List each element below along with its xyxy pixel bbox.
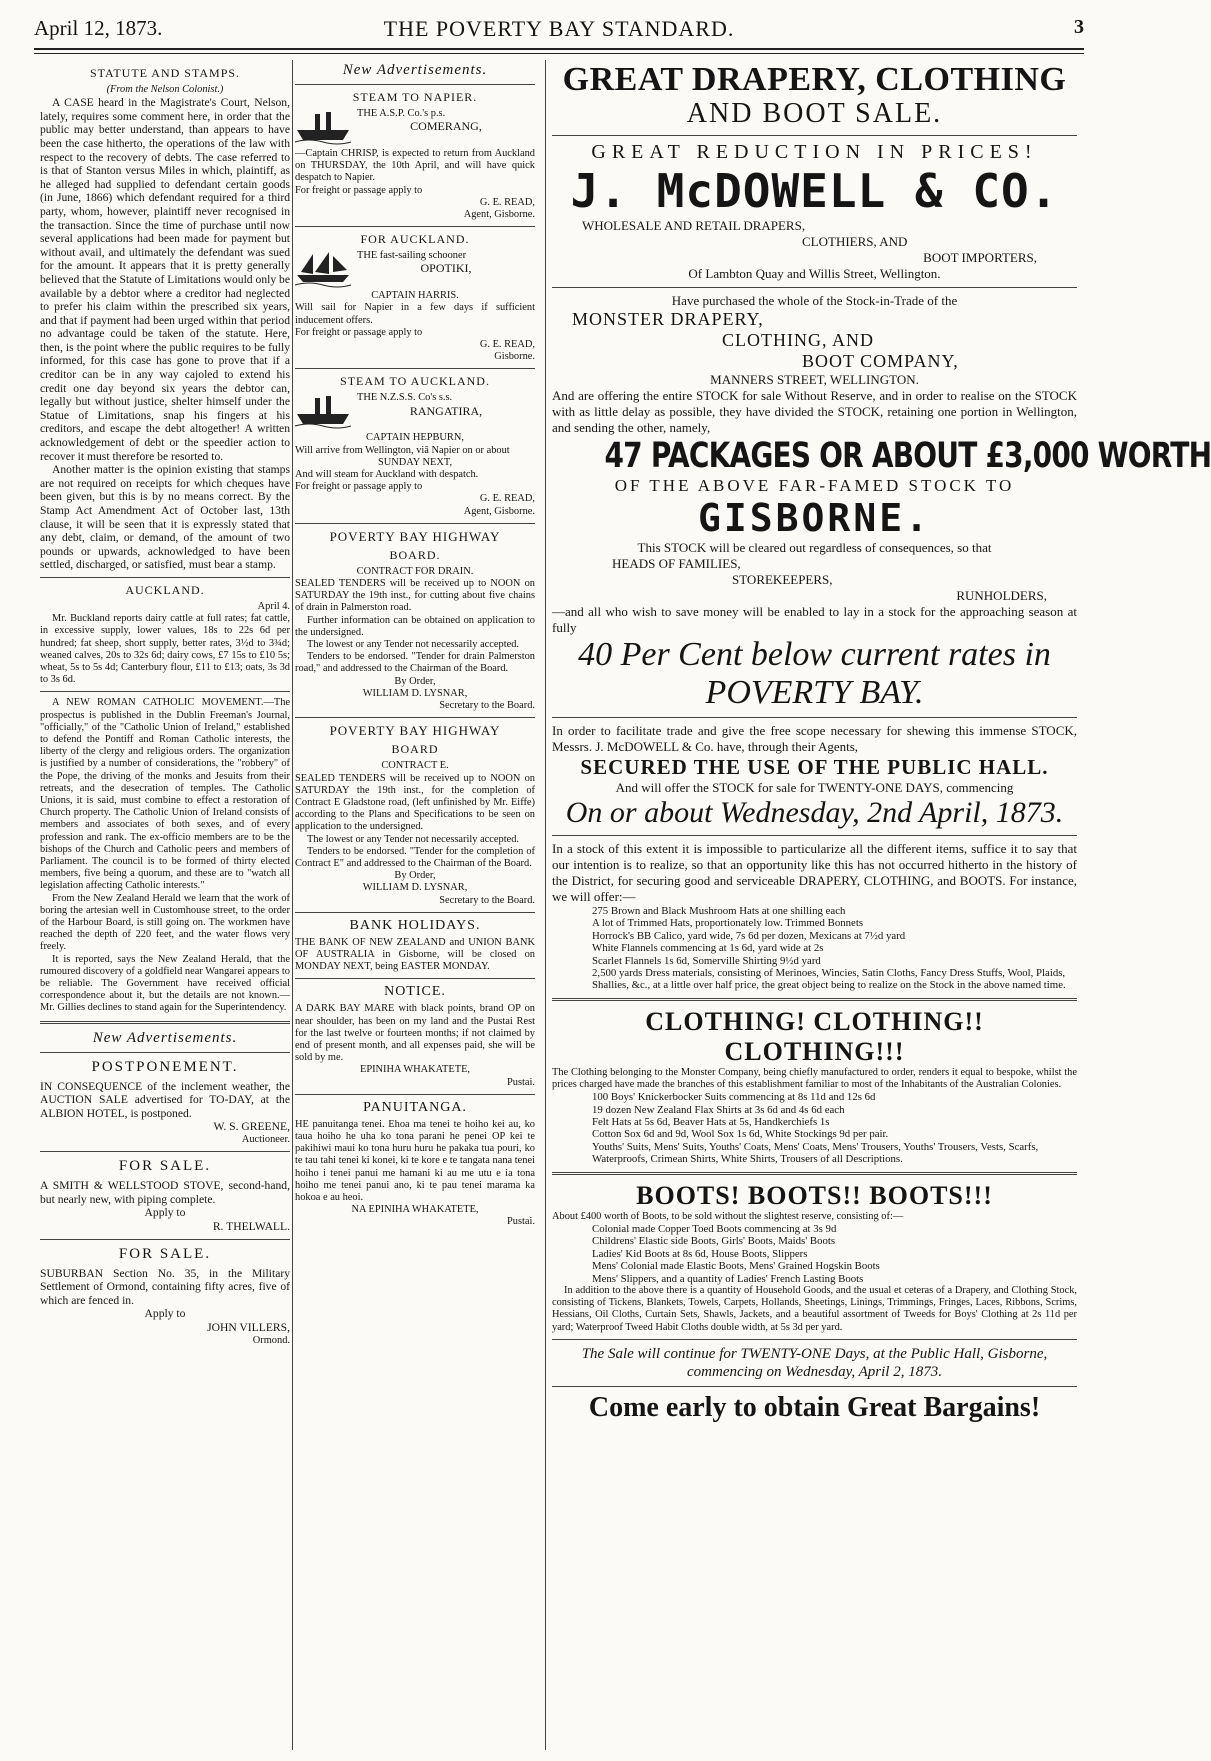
divider [552,287,1077,288]
ad-text: Tenders to be endorsed. "Tender for drain Palmerston road," and addressed to the Chairman of the Board. [295,651,535,675]
item-list [552,1091,1077,1165]
divider [295,1094,535,1095]
ad-heading: POVERTY BAY HIGHWAY [329,528,501,544]
divider [40,1052,290,1053]
ad-signature: W. S. GREENE, [213,1120,290,1134]
list-item: Mens' Colonial made Elastic Boots, Mens' Grained Hogskin Boots [592,1260,880,1273]
list-item: Felt Hats at 5s 6d, Beaver Hats at 5s, Handkerchiefs 1s [592,1116,830,1129]
ad-text: SEALED TENDERS will be received up to NOON on SATURDAY the 19th inst., for the completion of Contract E Gladstone road, (left unfinished by Mr. Eiffe) according to the Plans and Specifications to be seen on application to the undersigned. [295,772,535,833]
list-item: 100 Boys' Knickerbocker Suits commencing at 8s 11d and 12s 6d [592,1091,876,1104]
divider [552,717,1077,718]
ad-captain: CAPTAIN HEPBURN, [366,432,464,444]
company-line: CLOTHING, AND [722,330,874,350]
steamship-icon [295,108,351,146]
list-item: Ladies' Kid Boots at 8s 6d, House Boots, Slippers [592,1247,808,1260]
section-title: New Advertisements. [342,62,488,78]
column-1 [40,62,290,1752]
ad-subheading: CONTRACT FOR DRAIN. [356,565,474,577]
ad-captain: CAPTAIN HARRIS. [371,290,459,302]
ad-text: The lowest or any Tender not necessarily accepted. [307,639,520,651]
ad-text: Further information can be obtained on application to the undersigned. [295,614,535,638]
ad-headline: 40 Per Cent below current rates in [578,636,1051,673]
article-paragraph: Mr. Buckland reports dairy cattle at full rates; fat cattle, in excessive supply, lower values, 18s to 22s 6d per hundred; fat sheep, short supply, better rates, 3½d to 3¾d; weaned calves, 20s to 32s 6d; dairy cows, £7 15s to £10 5s; wheat, 5s to 5s 4d; Canterbury flour, £11 to £13; oats, 3s 3d to 3s 6d. [40,613,290,686]
ad-headline: GREAT DRAPERY, CLOTHING [562,61,1067,98]
section-title: New Advertisements. [92,1029,238,1046]
ad-signature: R. THELWALL. [212,1220,290,1234]
divider [295,523,535,524]
ad-text: SEALED TENDERS will be received up to NOON on SATURDAY the 19th inst., for cutting about five chains of drain in Palmerston road. [295,578,535,614]
column-2 [295,62,535,1752]
ad-heading: FOR AUCKLAND. [360,232,470,247]
ad-headline: GISBORNE. [698,496,931,540]
page-number: 3 [1074,16,1084,38]
list-item: Horrock's BB Calico, yard wide, 7s 6d per dozen, Mexicans at 7½d yard [592,929,906,942]
steamship-icon [295,392,351,430]
article-paragraph: Another matter is the opinion existing that stamps are not required on receipts for which cheques have been given, but this is by no means correct. By the Stamp Act Amendment Act of October last, 13th clause, it will be seen that it is expressly stated that any debt, claim, or demand, of the amount of two pounds or upwards, acknowledged to have been settled, discharged, or satisfied, must bear a stamp. [40,463,290,572]
divider [40,577,290,578]
divider [552,135,1077,136]
ad-text: THE BANK OF NEW ZEALAND and UNION BANK OF AUSTRALIA in Gisborne, will be closed on MONDAY NEXT, being EASTER MONDAY. [295,936,535,973]
divider [40,1151,290,1152]
divider [295,226,535,227]
header-rule [34,48,1084,50]
header-rule-thin [34,53,1084,54]
ad-apply: For freight or passage apply to [295,326,423,338]
ad-order: By Order, [394,870,436,882]
ad-day: SUNDAY NEXT, [377,456,453,468]
ad-line: HEADS OF FAMILIES, [612,556,741,571]
ad-role: Secretary to the Board. [439,894,535,906]
ad-apply: For freight or passage apply to [295,481,423,493]
firm-line: BOOT IMPORTERS, [923,250,1037,265]
ad-line: STOREKEEPERS, [732,572,833,587]
list-item: 19 dozen New Zealand Flax Shirts at 3s 6d and 4s 6d each [592,1103,845,1116]
page-header [34,8,1084,46]
article-paragraph: It is reported, says the New Zealand Herald, that the rumoured discovery of a goldfield near Wangarei appears to be reliable. The Government have received official correspondence about it, but the details are not known.—Mr. Gillies declines to stand again for the Superintendency. [40,953,290,1014]
ad-text: A DARK BAY MARE with black points, brand OP on near shoulder, has been on my land and the Pustai Rest for the last twelve or fourteen months; if not claimed by end of present month, and all expenses paid, she will be sold by me. [295,1003,535,1064]
ad-text: Will arrive from Wellington, viâ Napier on or about [295,444,510,456]
ad-line: THE N.Z.S.S. Co's s.s. [357,392,453,404]
ad-subheading: CONTRACT E. [381,760,449,772]
divider [295,912,535,913]
sailing-ship-icon [295,250,351,288]
ad-text: IN CONSEQUENCE of the inclement weather, the AUCTION SALE advertised for TO-DAY, at the ALBION HOTEL, is postponed. [40,1079,290,1120]
company-line: MANNERS STREET, WELLINGTON. [710,372,919,387]
ad-heading: STEAM TO NAPIER. [352,90,478,104]
divider [295,84,535,85]
divider [40,691,290,692]
ad-line: Have purchased the whole of the Stock-in-Trade of the [671,293,958,308]
article-date: April 4. [257,600,290,612]
divider [552,835,1077,836]
ad-apply: Apply to [144,1307,186,1321]
ad-heading: BANK HOLIDAYS. [349,917,481,933]
ad-signature: EPINIHA WHAKATETE, [359,1064,471,1076]
ad-heading: FOR SALE. [118,1158,212,1175]
ad-signature: JOHN VILLERS, [207,1321,290,1335]
ad-signature: WILLIAM D. LYSNAR, [362,687,468,699]
firm-name: J. McDOWELL & CO. [570,164,1059,218]
ad-text: In addition to the above there is a quantity of Household Goods, and the usual et ceteras of a Drapery, and Clothing Stock, consisting of Tickens, Blankets, Towels, Carpets, Hollands, Sheetings, Linings, Trimmings, Fringes, Laces, Ribbons, Scrims, Hessians, Oil Cloths, Curtain Sets, Shawls, Jackets, and a beautiful assortment of Tweeds for Boys' Clothing at 2s 11d per yard; Waterproof Tweed Habit Cloths double width, at 5s 3d per yard. [552,1284,1077,1333]
item-list [552,905,1077,992]
ad-line: THE fast-sailing schooner [357,250,467,262]
article-heading: AUCKLAND. [125,582,205,597]
column-divider [292,60,293,1750]
ship-name: COMERANG, [410,119,482,134]
ad-apply: Apply to [144,1206,186,1220]
divider [552,1172,1077,1175]
ad-role: Agent, Gisborne. [463,505,535,517]
ad-order: By Order, [394,675,436,687]
ad-heading: POVERTY BAY HIGHWAY [329,723,501,739]
masthead: THE POVERTY BAY STANDARD. [383,16,735,41]
list-item: 2,500 yards Dress materials, consisting of Merinoes, Wincies, Satin Cloths, Fancy Dress Stuffs, Wool, Plaids, Shallies, &c., at a little over half price, the great object being to realize on the Stock in the above named time. [592,967,1066,992]
list-item: Colonial made Copper Toed Boots commencing at 3s 9d [592,1222,837,1235]
article-paragraph: A NEW ROMAN CATHOLIC MOVEMENT.—The prospectus is published in the Dublin Freeman's Journal, "officially," of the "Catholic Union of Ireland," established to defend the Pontiff and Roman Catholic interests, the liberty of the clergy and religious orders. The organization is justified by a number of considerations, the "robbery" of the Pope, the driving of the monks and Jesuits from their retreats, and the desecration of temples. The Catholic Unions, it is said, must combine to effect a restoration of Church property. The Catholic Union of Ireland consists of members and associates of both sexes, and of every profession and rank. The ex-officio members are to be the bishops of the Church and Catholic peers and members of Parliament. The council is to be formed of thirty elected members, five being a quorum, and these are to "watch all legislation affecting Catholic interests." [40,697,290,892]
ad-place: Ormond. [252,1334,290,1346]
ad-text: In a stock of this extent it is impossible to particularize all the different items, suffice it to say that our intention is to realize, so that an opportunity like this has not occurred hitherto in the history of the District, for securing good and serviceable DRAPERY, CLOTHING, and BOOTS. For instance, we will offer:— [552,841,1077,904]
ad-text: —and all who wish to save money will be enabled to lay in a stock for the approaching season at fully [552,604,1077,635]
ad-text: This STOCK will be cleared out regardless of consequences, so that [637,540,992,555]
list-item: Scarlet Flannels 1s 6d, Somerville Shirting 9½d yard [592,954,821,967]
column-divider [545,60,546,1750]
divider [40,1239,290,1240]
list-item: A lot of Trimmed Hats, proportionately low. Trimmed Bonnets [592,917,864,930]
ad-signature: G. E. READ, [479,493,535,505]
ad-headline: On or about Wednesday, 2nd April, 1873. [565,796,1064,829]
firm-line: CLOTHIERS, AND [802,234,908,249]
firm-line: WHOLESALE AND RETAIL DRAPERS, [582,218,806,233]
list-item: Cotton Sox 6d and 9d, Wool Sox 1s 6d, White Stockings 9d per pair. [592,1128,889,1141]
call-to-action: Come early to obtain Great Bargains! [588,1391,1041,1423]
ad-line: THE A.S.P. Co.'s p.s. [357,108,446,119]
divider [552,1386,1077,1387]
ad-text: The lowest or any Tender not necessarily accepted. [307,833,520,845]
ad-text: Will sail for Napier in a few days if sufficient inducement offers. [295,302,535,326]
ad-text: HE panuitanga tenei. Ehoa ma tenei te hoiho kei au, ko taua hoiho he uha ko tona parani he penei OP kei te pakihiwi maui ko tona huru huru he pakaka tua pouri, ko te tau tahi tenei ki konei, ki te kore e te tangata nana tenei hoiho i tenei panui me hamani ki au me utu e ia tona hoiho me tenei panui ano, ki te pau tenei marama ka hokoa e au heoi. [295,1118,535,1203]
ad-text: —Captain CHRISP, is expected to return from Auckland on THURSDAY, the 10th April, and will have quick despatch to Napier. [295,148,535,184]
ad-headline: GREAT REDUCTION IN PRICES! [591,141,1038,163]
article-source: (From the Nelson Colonist.) [106,84,224,95]
ad-signature: G. E. READ, [479,196,535,208]
ad-signature: G. E. READ, [479,339,535,351]
company-line: BOOT COMPANY, [802,351,959,371]
issue-date: April 12, 1873. [34,16,163,40]
ad-place: Gisborne. [494,351,535,363]
ship-name: OPOTIKI, [420,261,472,276]
list-item: Childrens' Elastic side Boots, Girls' Boots, Maids' Boots [592,1235,836,1248]
ad-text: The Clothing belonging to the Monster Company, being chiefly manufactured to order, renders it equal to bespoke, whilst the prices charged have made the branches of this establishment familiar to most of the Inhabitants of the Australian Colonies. [552,1066,1077,1091]
ad-text: And will offer the STOCK for sale for TWENTY-ONE DAYS, commencing [615,780,1014,795]
item-list [552,1223,1077,1285]
ad-headline: POVERTY BAY. [705,674,924,711]
ad-headline: SECURED THE USE OF THE PUBLIC HALL. [580,755,1049,779]
firm-line: Of Lambton Quay and Willis Street, Wellington. [688,266,941,281]
column-3 [552,61,1211,1752]
divider [552,998,1077,1001]
divider [552,1339,1077,1340]
divider [295,717,535,718]
article-paragraph: A CASE heard in the Magistrate's Court, Nelson, lately, requires some comment here, in order that the public may better understand, than appears to have been the case hitherto, the operations of the law with respect to the recovery of debts. The case referred to is that of Stanton versus Miles in which, plaintiff, as he alleged had supplied to defendant certain goods (in June, 1866) which defendant required for a third party, whom, however, plaintiff never recognised in the transaction. Since the time of purchase until now several applications had been made for payment but without avail, and ultimately the defendant was sued for the amount. It appears that it is pretty generally believed that the Statute of Limitations would only be available by a debtor where a creditor had neglected to prefer his claim within the prescribed six years, and that if payment had been urged within that period no advantage could be taken of the statute. Here, then, is the point where the public requires to be fully informed, for this case has gone to prove that if a creditor can be in any way cajoled to extend his credit one day beyond six years the debtor can, legally but without justice, shelter himself under the Statue of Limitations, snap his fingers at his creditors, and escape the debt altogether! A written acknowledgement of debt or the speedier action to recover it must therefore be resorted to. [40,96,290,463]
ad-text: About £400 worth of Boots, to be sold without the slightest reserve, consisting of:— [552,1210,904,1222]
ad-text: SUBURBAN Section No. 35, in the Military Settlement of Ormond, containing fifty acres, five of which are fenced in. [40,1266,290,1307]
ad-text: And are offering the entire STOCK for sale Without Reserve, and in order to realise on the STOCK with as little delay as possible, they have divided the STOCK, retaining one portion in Wellington, and sending the other, namely, [552,388,1077,435]
ad-heading: BOARD. [389,547,441,562]
divider [40,1021,290,1024]
list-item: Youths' Suits, Mens' Suits, Youths' Coats, Mens' Coats, Mens' Trousers, Youths' Trousers, Vests, Scarfs, Waterproofs, Crimean Shirts, White Shirts, Trousers of all Descriptions. [592,1140,1039,1166]
ad-heading: NOTICE. [384,984,446,1000]
ad-place: Pustai. [506,1076,535,1088]
ad-headline: BOOTS! BOOTS!! BOOTS!!! [636,1180,993,1210]
divider [295,978,535,979]
ad-role: Auctioneer. [241,1134,290,1146]
ad-headline: CLOTHING! CLOTHING!! CLOTHING!!! [645,1006,984,1066]
article-heading: STATUTE AND STAMPS. [89,66,241,80]
ad-line: OF THE ABOVE FAR-FAMED STOCK TO [614,476,1015,495]
list-item: Mens' Slippers, and a quantity of Ladies' French Lasting Boots [592,1272,864,1285]
ad-heading: STEAM TO AUCKLAND. [340,374,490,389]
ad-role: Agent, Gisborne. [463,209,535,221]
ad-headline: 47 PACKAGES OR ABOUT £3,000 WORTH [604,436,1211,476]
ad-text: Tenders to be endorsed. "Tender for the completion of Contract E" and addressed to the Chairman of the Board. [295,845,535,869]
ad-heading: POSTPONEMENT. [91,1058,239,1075]
ad-heading: BOARD [391,742,439,757]
divider [295,368,535,369]
ad-heading: FOR SALE. [118,1245,212,1262]
ad-signature: NA EPINIHA WHAKATETE, [351,1204,479,1216]
article-paragraph: From the New Zealand Herald we learn that the work of boring the artesian well in Customhouse street, to the order of the Harbour Board, is still going on. The workmen have reached the depth of 220 feet, and the water flows very freely. [40,892,290,953]
ad-text: In order to facilitate trade and give the free scope necessary for shewing this immense STOCK, Messrs. J. McDOWELL & Co. have, through their Agents, [552,723,1077,754]
ship-name: RANGATIRA, [409,403,483,418]
ad-role: Secretary to the Board. [439,700,535,712]
ad-text: A SMITH & WELLSTOOD STOVE, second-hand, but nearly new, with piping complete. [40,1179,290,1206]
ad-place: Pustai. [506,1216,535,1228]
ad-apply: For freight or passage apply to [295,184,423,196]
company-line: MONSTER DRAPERY, [572,309,764,329]
ad-headline: AND BOOT SALE. [686,98,943,129]
ad-text: And will steam for Auckland with despatch. [295,469,479,481]
list-item: 275 Brown and Black Mushroom Hats at one shilling each [592,905,846,917]
ad-line: RUNHOLDERS, [956,588,1047,603]
ad-signature: WILLIAM D. LYSNAR, [362,882,468,894]
ad-text: The Sale will continue for TWENTY-ONE Days, at the Public Hall, Gisborne, commencing on Wednesday, April 2, 1873. [581,1345,1048,1380]
ad-heading: PANUITANGA. [363,1099,467,1115]
list-item: White Flannels commencing at 1s 6d, yard wide at 2s [592,942,824,955]
